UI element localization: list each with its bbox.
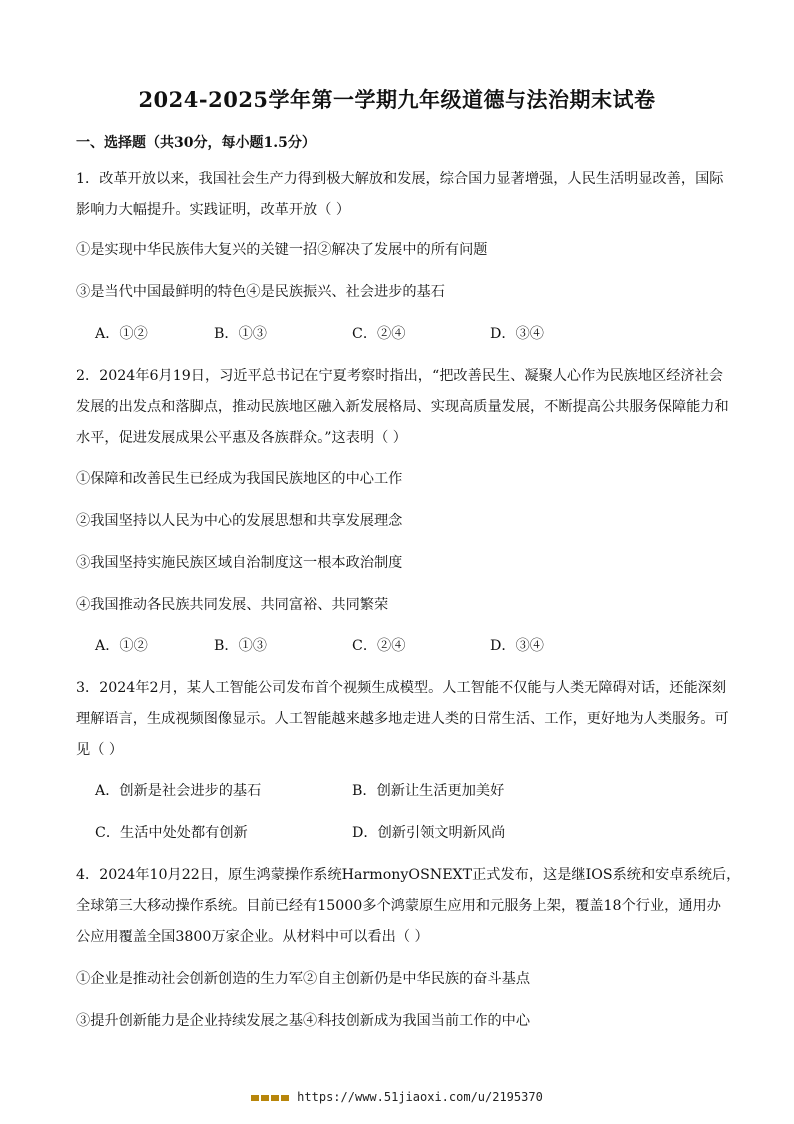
question-4-stem-line-1: 4．2024年10月22日，原生鸿蒙操作系统HarmonyOSNEXT正式发布，这是继IOS系统和安卓系统后，: [76, 867, 741, 883]
question-3-option-a: A．创新是社会进步的基石: [95, 783, 262, 799]
footer-url-link[interactable]: https://www.51jiaoxi.com/u/2195370: [297, 1090, 543, 1104]
question-2-option-b: B．①③: [214, 638, 267, 654]
question-2-option-c: C．②④: [352, 638, 406, 654]
question-3-stem-line-1: 3．2024年2月，某人工智能公司发布首个视频生成模型。人工智能不仅能与人类无障碍对话，还能深刻: [76, 680, 727, 696]
question-3-stem-line-2: 理解语言，生成视频图像显示。人工智能越来越多地走进人类的日常生活、工作，更好地为人类服务。可: [76, 711, 729, 727]
question-2-stem-line-2: 发展的出发点和落脚点，推动民族地区融入新发展格局、实现高质量发展，不断提高公共服务保障能力和: [76, 399, 729, 415]
question-1-option-d: D．③④: [490, 326, 544, 342]
question-2-item-2: ②我国坚持以人民为中心的发展思想和共享发展理念: [76, 513, 403, 529]
page-footer: [0, 1090, 794, 1105]
question-4-item-1: ①企业是推动社会创新创造的生力军②自主创新仍是中华民族的奋斗基点: [76, 971, 531, 987]
question-3-stem-line-3: 见（ ）: [76, 742, 124, 758]
question-1-stem-line-1: 1．改革开放以来，我国社会生产力得到极大解放和发展，综合国力显著增强，人民生活明显改善，国际: [76, 171, 724, 187]
question-2-stem-line-1: 2．2024年6月19日，习近平总书记在宁夏考察时指出，“把改善民生、凝聚人心作为民族地区经济社会: [76, 368, 723, 384]
question-2-item-3: ③我国坚持实施民族区域自治制度这一根本政治制度: [76, 555, 403, 571]
question-2-option-d: D．③④: [490, 638, 544, 654]
section-heading: 一、选择题（共30分，每小题1.5分）: [76, 135, 316, 151]
question-1-stem-line-2: 影响力大幅提升。实践证明，改革开放（ ）: [76, 202, 351, 218]
page-title: 2024-2025学年第一学期九年级道德与法治期末试卷: [138, 87, 656, 112]
question-1-option-c: C．②④: [352, 326, 406, 342]
question-4-stem-line-3: 公应用覆盖全国3800万家企业。从材料中可以看出（ ）: [76, 929, 429, 945]
question-3-option-c: C．生活中处处都有创新: [95, 825, 248, 841]
question-1-item-1: ①是实现中华民族伟大复兴的关键一招②解决了发展中的所有问题: [76, 242, 488, 258]
question-2-item-1: ①保障和改善民生已经成为我国民族地区的中心工作: [76, 471, 403, 487]
question-1-item-2: ③是当代中国最鲜明的特色④是民族振兴、社会进步的基石: [76, 284, 445, 300]
question-4-stem-line-2: 全球第三大移动操作系统。目前已经有15000多个鸿蒙原生应用和元服务上架，覆盖18个行业，通用办: [76, 898, 721, 914]
site-logo-icon: [251, 1091, 291, 1105]
question-1-option-b: B．①③: [214, 326, 267, 342]
question-3-option-d: D．创新引领文明新风尚: [352, 825, 506, 841]
question-2-item-4: ④我国推动各民族共同发展、共同富裕、共同繁荣: [76, 597, 389, 613]
question-1-option-a: A．①②: [95, 326, 148, 342]
question-2-option-a: A．①②: [95, 638, 148, 654]
question-2-stem-line-3: 水平，促进发展成果公平惠及各族群众。”这表明（ ）: [76, 430, 407, 446]
question-4-item-2: ③提升创新能力是企业持续发展之基④科技创新成为我国当前工作的中心: [76, 1013, 531, 1029]
question-3-option-b: B．创新让生活更加美好: [352, 783, 505, 799]
